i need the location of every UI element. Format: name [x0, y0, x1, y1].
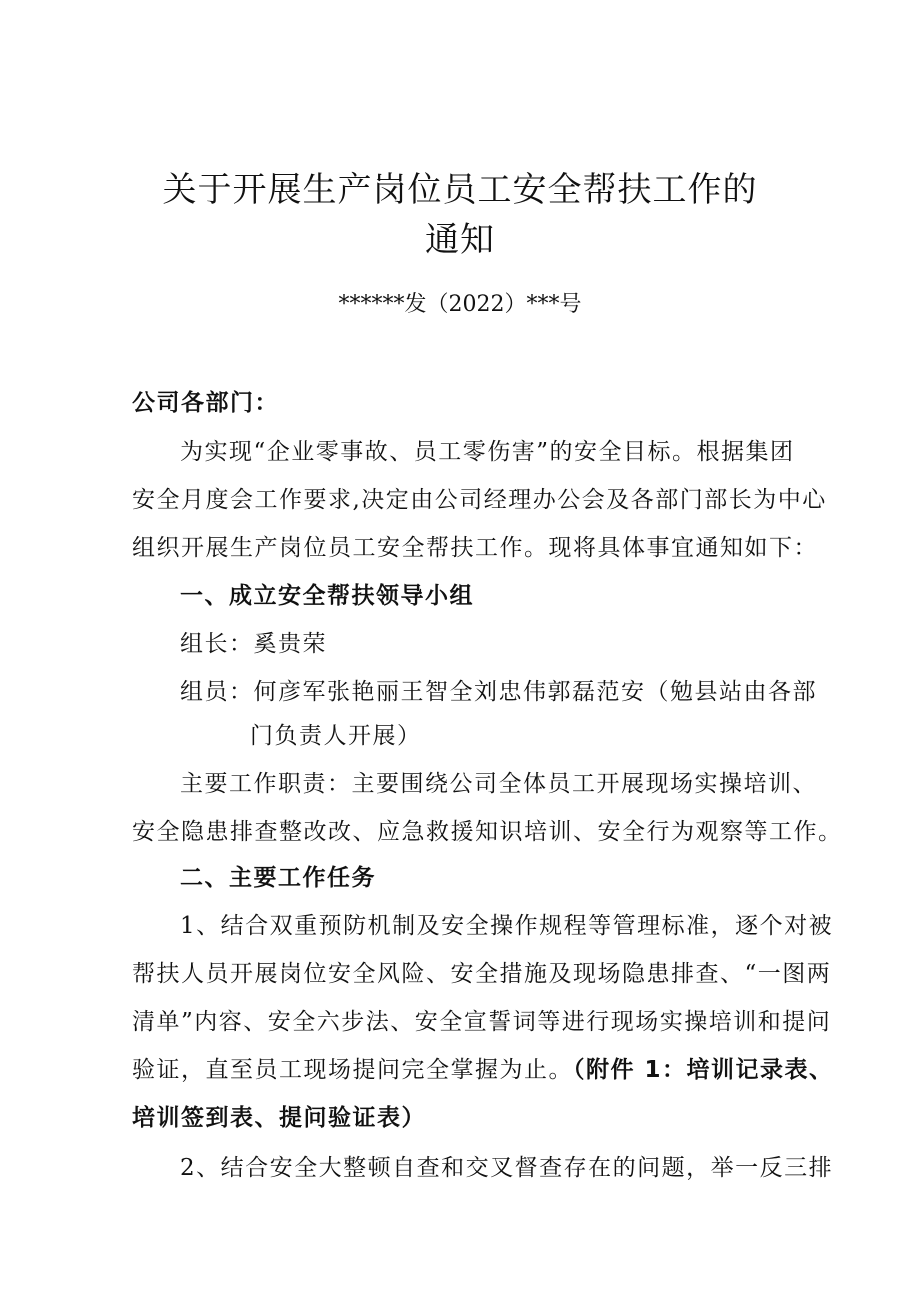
document-title-line-1: 关于开展生产岗位员工安全帮扶工作的 [162, 170, 758, 210]
leader-line: 组长：奚贵荣 [180, 631, 327, 657]
task-1-line-3: 清单”内容、安全六步法、安全宣誓词等进行现场实操培训和提问 [132, 1009, 832, 1035]
duties-line-2: 安全隐患排查整改改、应急救援知识培训、安全行为观察等工作。 [132, 819, 843, 845]
task-1-line-4-text: 验证，直至员工现场提问完全掌握为止。 [132, 1057, 573, 1083]
task-1-line-4 [132, 1054, 834, 1086]
members-line-1: 组员：何彦军张艳丽王智全刘忠伟郭磊范安（勉县站由各部 [180, 679, 817, 705]
task-1-line-1: 1、结合双重预防机制及安全操作规程等管理标准，逐个对被 [180, 913, 834, 939]
document-number: ******发（2022）***号 [338, 292, 582, 317]
intro-line-3: 组织开展生产岗位员工安全帮扶工作。现将具体事宜通知如下： [132, 535, 818, 561]
document-title-line-2: 通知 [425, 220, 495, 260]
salutation: 公司各部门： [132, 390, 279, 416]
members-line-2: 门负责人开展） [250, 723, 422, 749]
task-1-line-2: 帮扶人员开展岗位安全风险、安全措施及现场隐患排查、“一图两 [132, 961, 832, 987]
duties-line-1: 主要工作职责：主要围绕公司全体员工开展现场实操培训、 [180, 771, 817, 797]
intro-line-1: 为实现“企业零事故、员工零伤害”的安全目标。根据集团 [180, 439, 795, 465]
intro-line-2: 安全月度会工作要求,决定由公司经理办公会及各部门部长为中心 [132, 487, 827, 513]
task-1-attachment-tail: 培训签到表、提问验证表） [132, 1105, 426, 1131]
task-1-attachment-note: （附件 1：培训记录表、 [573, 1057, 834, 1083]
task-2-line-1: 2、结合安全大整顿自查和交叉督查存在的问题，举一反三排 [180, 1155, 834, 1181]
section-2-heading: 二、主要工作任务 [180, 865, 376, 891]
section-1-heading: 一、成立安全帮扶领导小组 [180, 583, 474, 609]
